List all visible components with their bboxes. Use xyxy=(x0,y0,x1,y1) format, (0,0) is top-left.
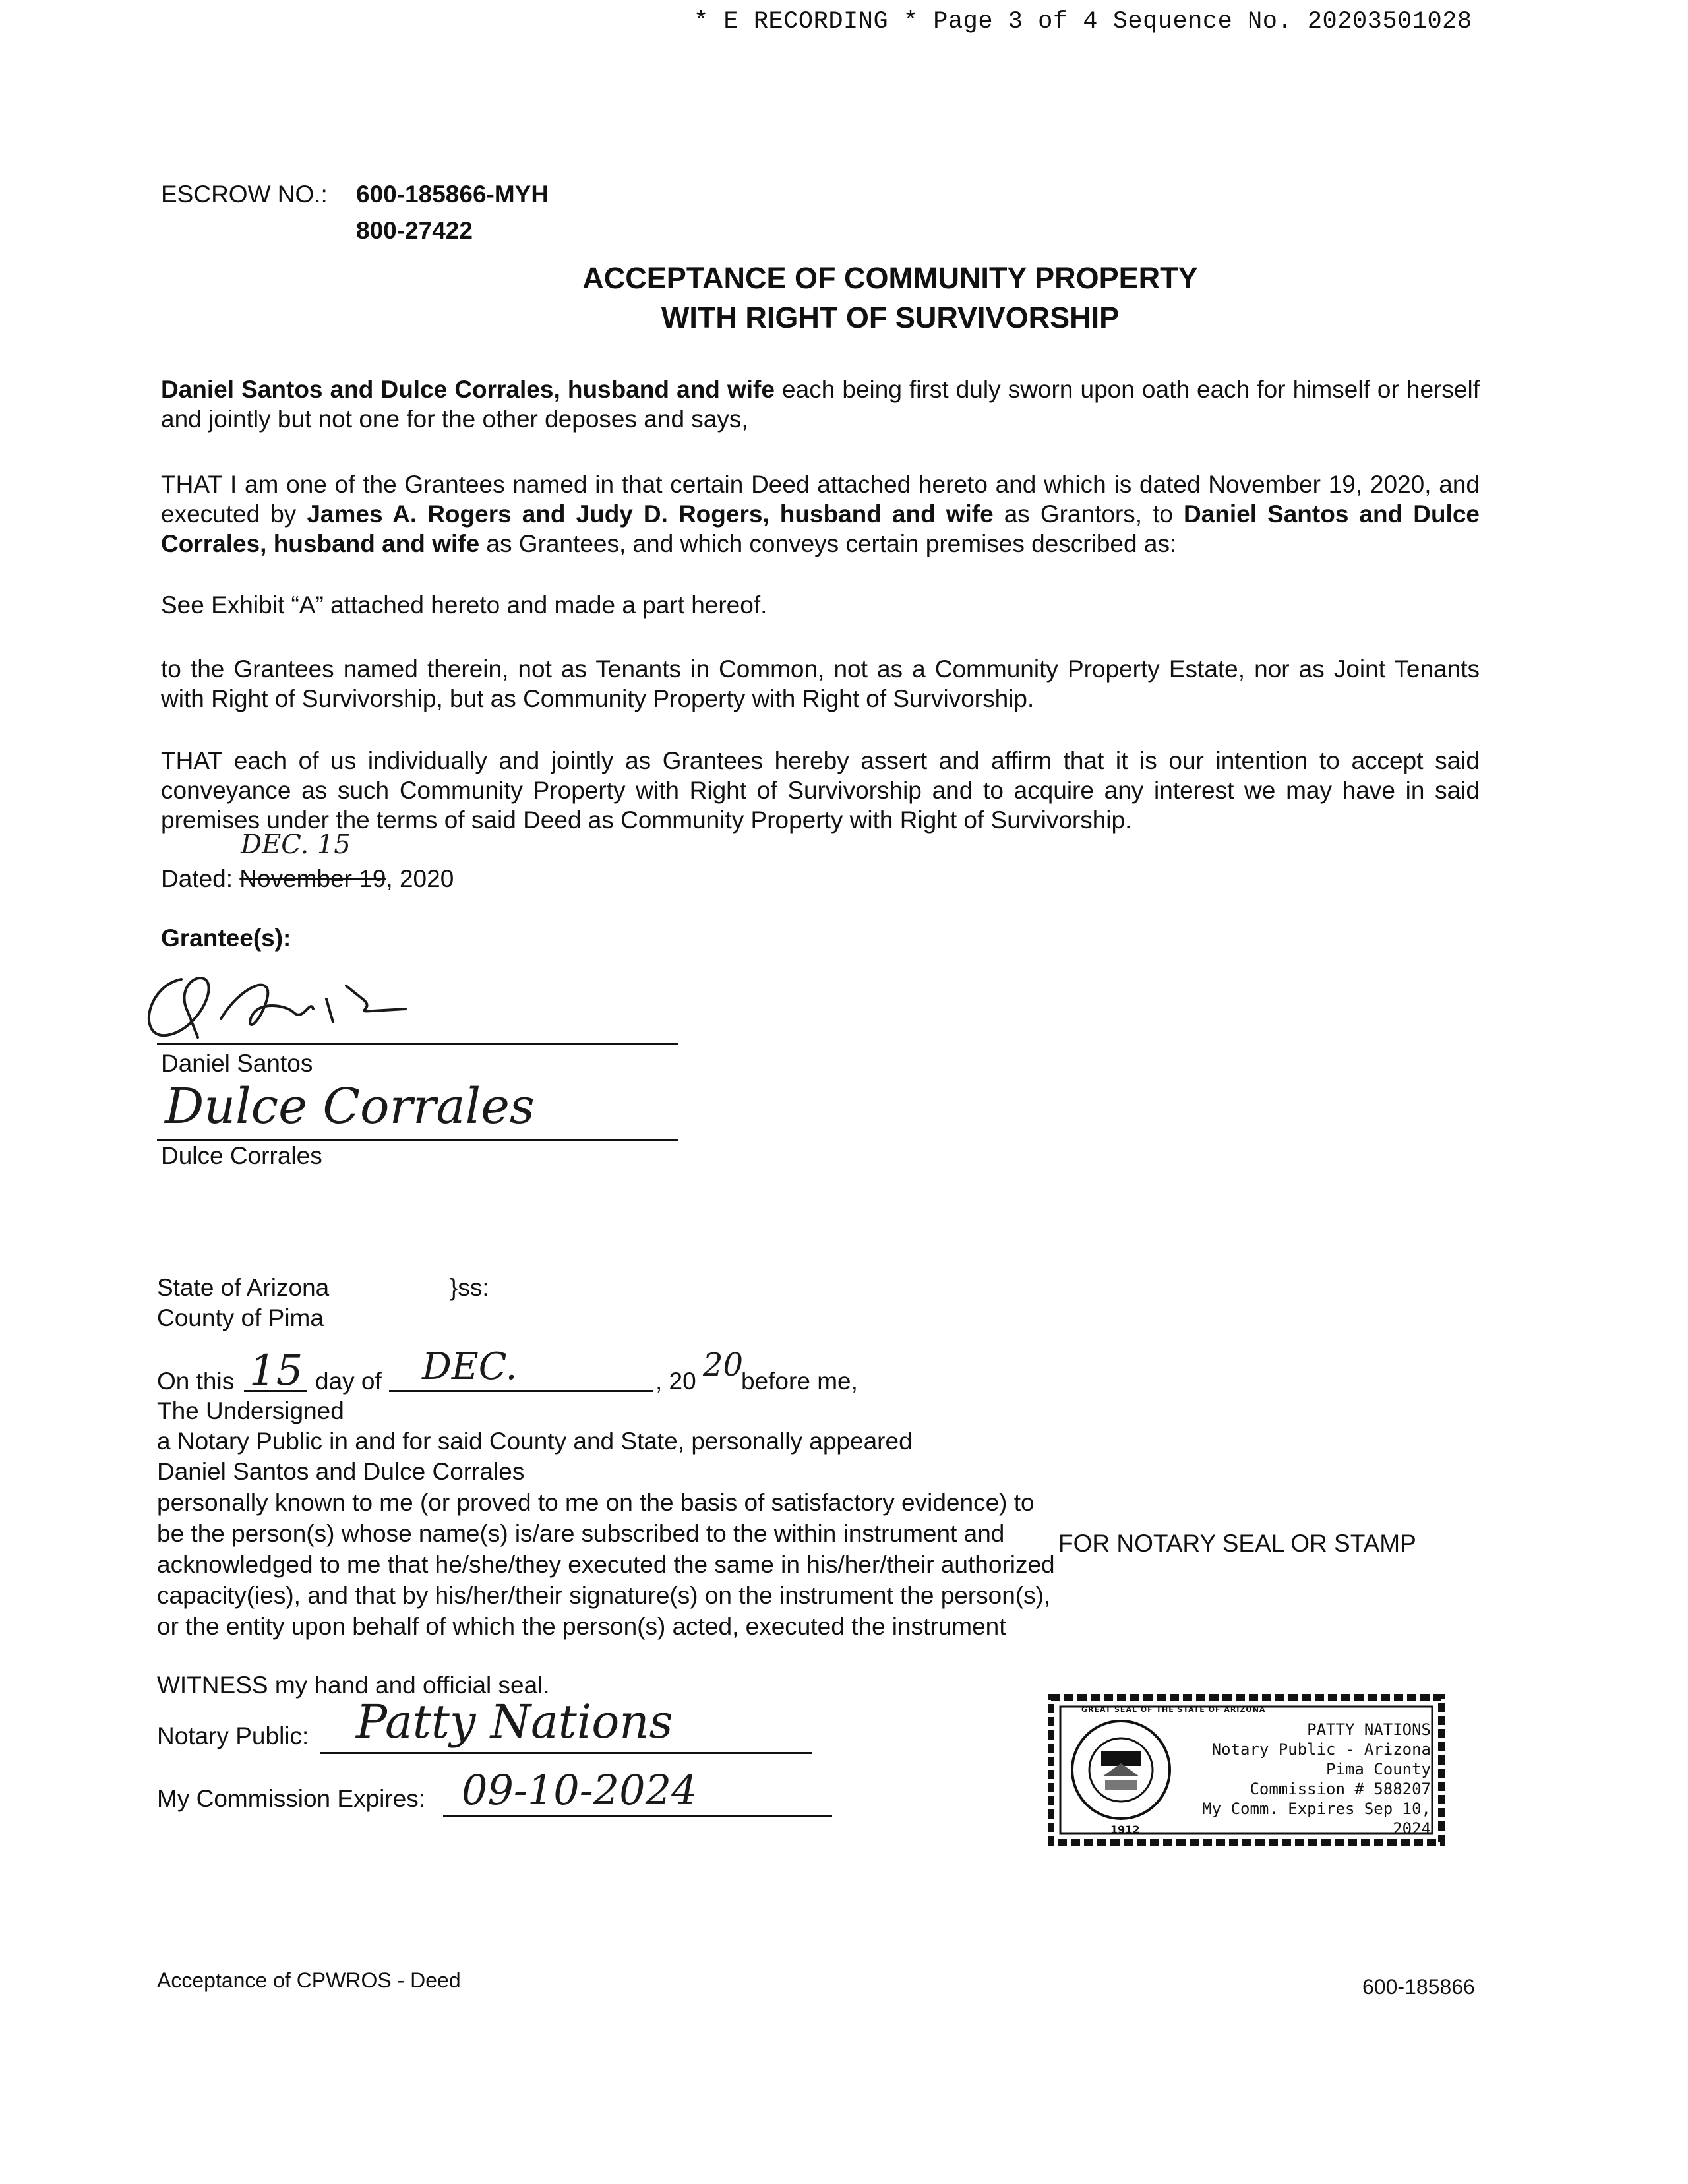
dated-struck: November 19 xyxy=(239,865,386,892)
dated-handwritten: DEC. 15 xyxy=(241,830,351,860)
notary-state: State of Arizona xyxy=(157,1274,330,1301)
grantees-heading: Grantee(s): xyxy=(161,925,291,952)
seal-year: 1912 xyxy=(1110,1823,1140,1836)
stamp-county: Pima County xyxy=(1326,1760,1431,1778)
grantors-names: James A. Rogers and Judy D. Rogers, husband and wife xyxy=(307,501,994,528)
year-handwritten: 20 xyxy=(703,1347,744,1383)
notary-appeared-line: a Notary Public in and for said County and State, personally appeared xyxy=(157,1428,913,1455)
month-handwritten: DEC. xyxy=(422,1345,518,1388)
notary-stamp xyxy=(1042,1688,1451,1852)
great-seal-icon xyxy=(1068,1717,1174,1823)
stamp-name: PATTY NATIONS xyxy=(1307,1720,1431,1739)
notary-signature-line xyxy=(320,1752,812,1754)
day-handwritten: 15 xyxy=(249,1347,303,1395)
commission-line xyxy=(443,1815,832,1817)
before-me-label: before me, xyxy=(741,1368,858,1395)
stamp-details xyxy=(1180,1720,1431,1838)
stamp-title: Notary Public - Arizona xyxy=(1211,1740,1431,1759)
grantees-names: Daniel Santos and Dulce Corrales, husband and wife xyxy=(161,501,1480,557)
seal-top-text: GREAT SEAL OF THE STATE OF ARIZONA xyxy=(1081,1705,1266,1714)
document-title-line1: ACCEPTANCE OF COMMUNITY PROPERTY xyxy=(582,261,1198,295)
paragraph-exhibit: See Exhibit “A” attached hereto and made a part hereof. xyxy=(161,592,768,619)
witness-line: WITNESS my hand and official seal. xyxy=(157,1672,550,1699)
paragraph-deponents xyxy=(161,375,1480,434)
notary-ss: }ss: xyxy=(450,1274,489,1301)
undersigned-label: The Undersigned xyxy=(157,1397,344,1424)
dated-label: Dated: xyxy=(161,865,233,892)
notary-county: County of Pima xyxy=(157,1304,324,1331)
day-line xyxy=(244,1390,307,1392)
footer-left: Acceptance of CPWROS - Deed xyxy=(157,1968,461,1992)
escrow-number: 600-185866-MYH xyxy=(356,181,549,208)
deponents-text: each being first duly sworn upon oath each for himself or herself and jointly but not one for the other deposes and says, xyxy=(161,376,1480,433)
deed-text-c: as Grantors, to xyxy=(993,501,1184,528)
document-title-line2: WITH RIGHT OF SURVIVORSHIP xyxy=(661,301,1120,334)
notary-signature: Patty Nations xyxy=(356,1695,673,1749)
signer-name-2: Dulce Corrales xyxy=(161,1142,322,1169)
stamp-expires: My Comm. Expires Sep 10, 2024 xyxy=(1202,1800,1431,1838)
dated-year: , 2020 xyxy=(386,865,454,892)
signer-name-1: Daniel Santos xyxy=(161,1050,313,1077)
notary-appeared-names: Daniel Santos and Dulce Corrales xyxy=(157,1458,525,1485)
footer-right: 600-185866 xyxy=(1362,1975,1475,1999)
notary-acknowledgment: personally known to me (or proved to me on the basis of satisfactory evidence) to be the person(s) whose name(s) is/are subscribed to the within instrument and acknowledged to me that he/she/they executed the same in his/her/their authorized capacity(ies), and that by his/her/their signature(s) on the instrument the person(s), or the entity upon behalf of which the person(s) acted, executed the instrument xyxy=(157,1489,1055,1640)
recording-header: * E RECORDING * Page 3 of 4 Sequence No. 20203501028 xyxy=(694,8,1472,36)
month-line xyxy=(389,1390,653,1392)
stamp-commission: Commission # 588207 xyxy=(1250,1780,1431,1798)
deed-text-e: as Grantees, and which conveys certain premises described as: xyxy=(479,530,1177,557)
day-of-label: day of xyxy=(315,1368,382,1395)
paragraph-affirmation: THAT each of us individually and jointly as Grantees hereby assert and affirm that it is our intention to accept said conveyance as such Community Property with Right of Survivorship and to acquire any interest we may have in said premises under the terms of said Deed as Community Property with Right of Survivorship. xyxy=(161,747,1480,834)
notary-seal-label: FOR NOTARY SEAL OR STAMP xyxy=(1058,1530,1416,1557)
commission-expires-handwritten: 09-10-2024 xyxy=(462,1766,698,1814)
escrow-number-2: 800-27422 xyxy=(356,217,473,244)
paragraph-deed xyxy=(161,470,1480,559)
deponents-names: Daniel Santos and Dulce Corrales, husband and wife xyxy=(161,376,775,403)
year-prefix: , 20 xyxy=(655,1368,696,1395)
on-this-label: On this xyxy=(157,1368,235,1395)
notary-public-label: Notary Public: xyxy=(157,1722,309,1749)
dated-line xyxy=(161,864,454,894)
signature-line-1 xyxy=(157,1043,678,1045)
signature-dulce-corrales: Dulce Corrales xyxy=(165,1078,535,1135)
signature-daniel-santos xyxy=(135,959,425,1045)
escrow-label: ESCROW NO.: xyxy=(161,181,328,208)
commission-label: My Commission Expires: xyxy=(157,1785,426,1812)
paragraph-tenancy: to the Grantees named therein, not as Tenants in Common, not as a Community Property Estate, nor as Joint Tenants with Right of Survivorship, but as Community Property with Right of Survivorship. xyxy=(161,655,1480,712)
deed-text-a: THAT I am one of the Grantees named in that certain Deed attached hereto and which is dated November 19, 2020, and executed by xyxy=(161,471,1480,528)
